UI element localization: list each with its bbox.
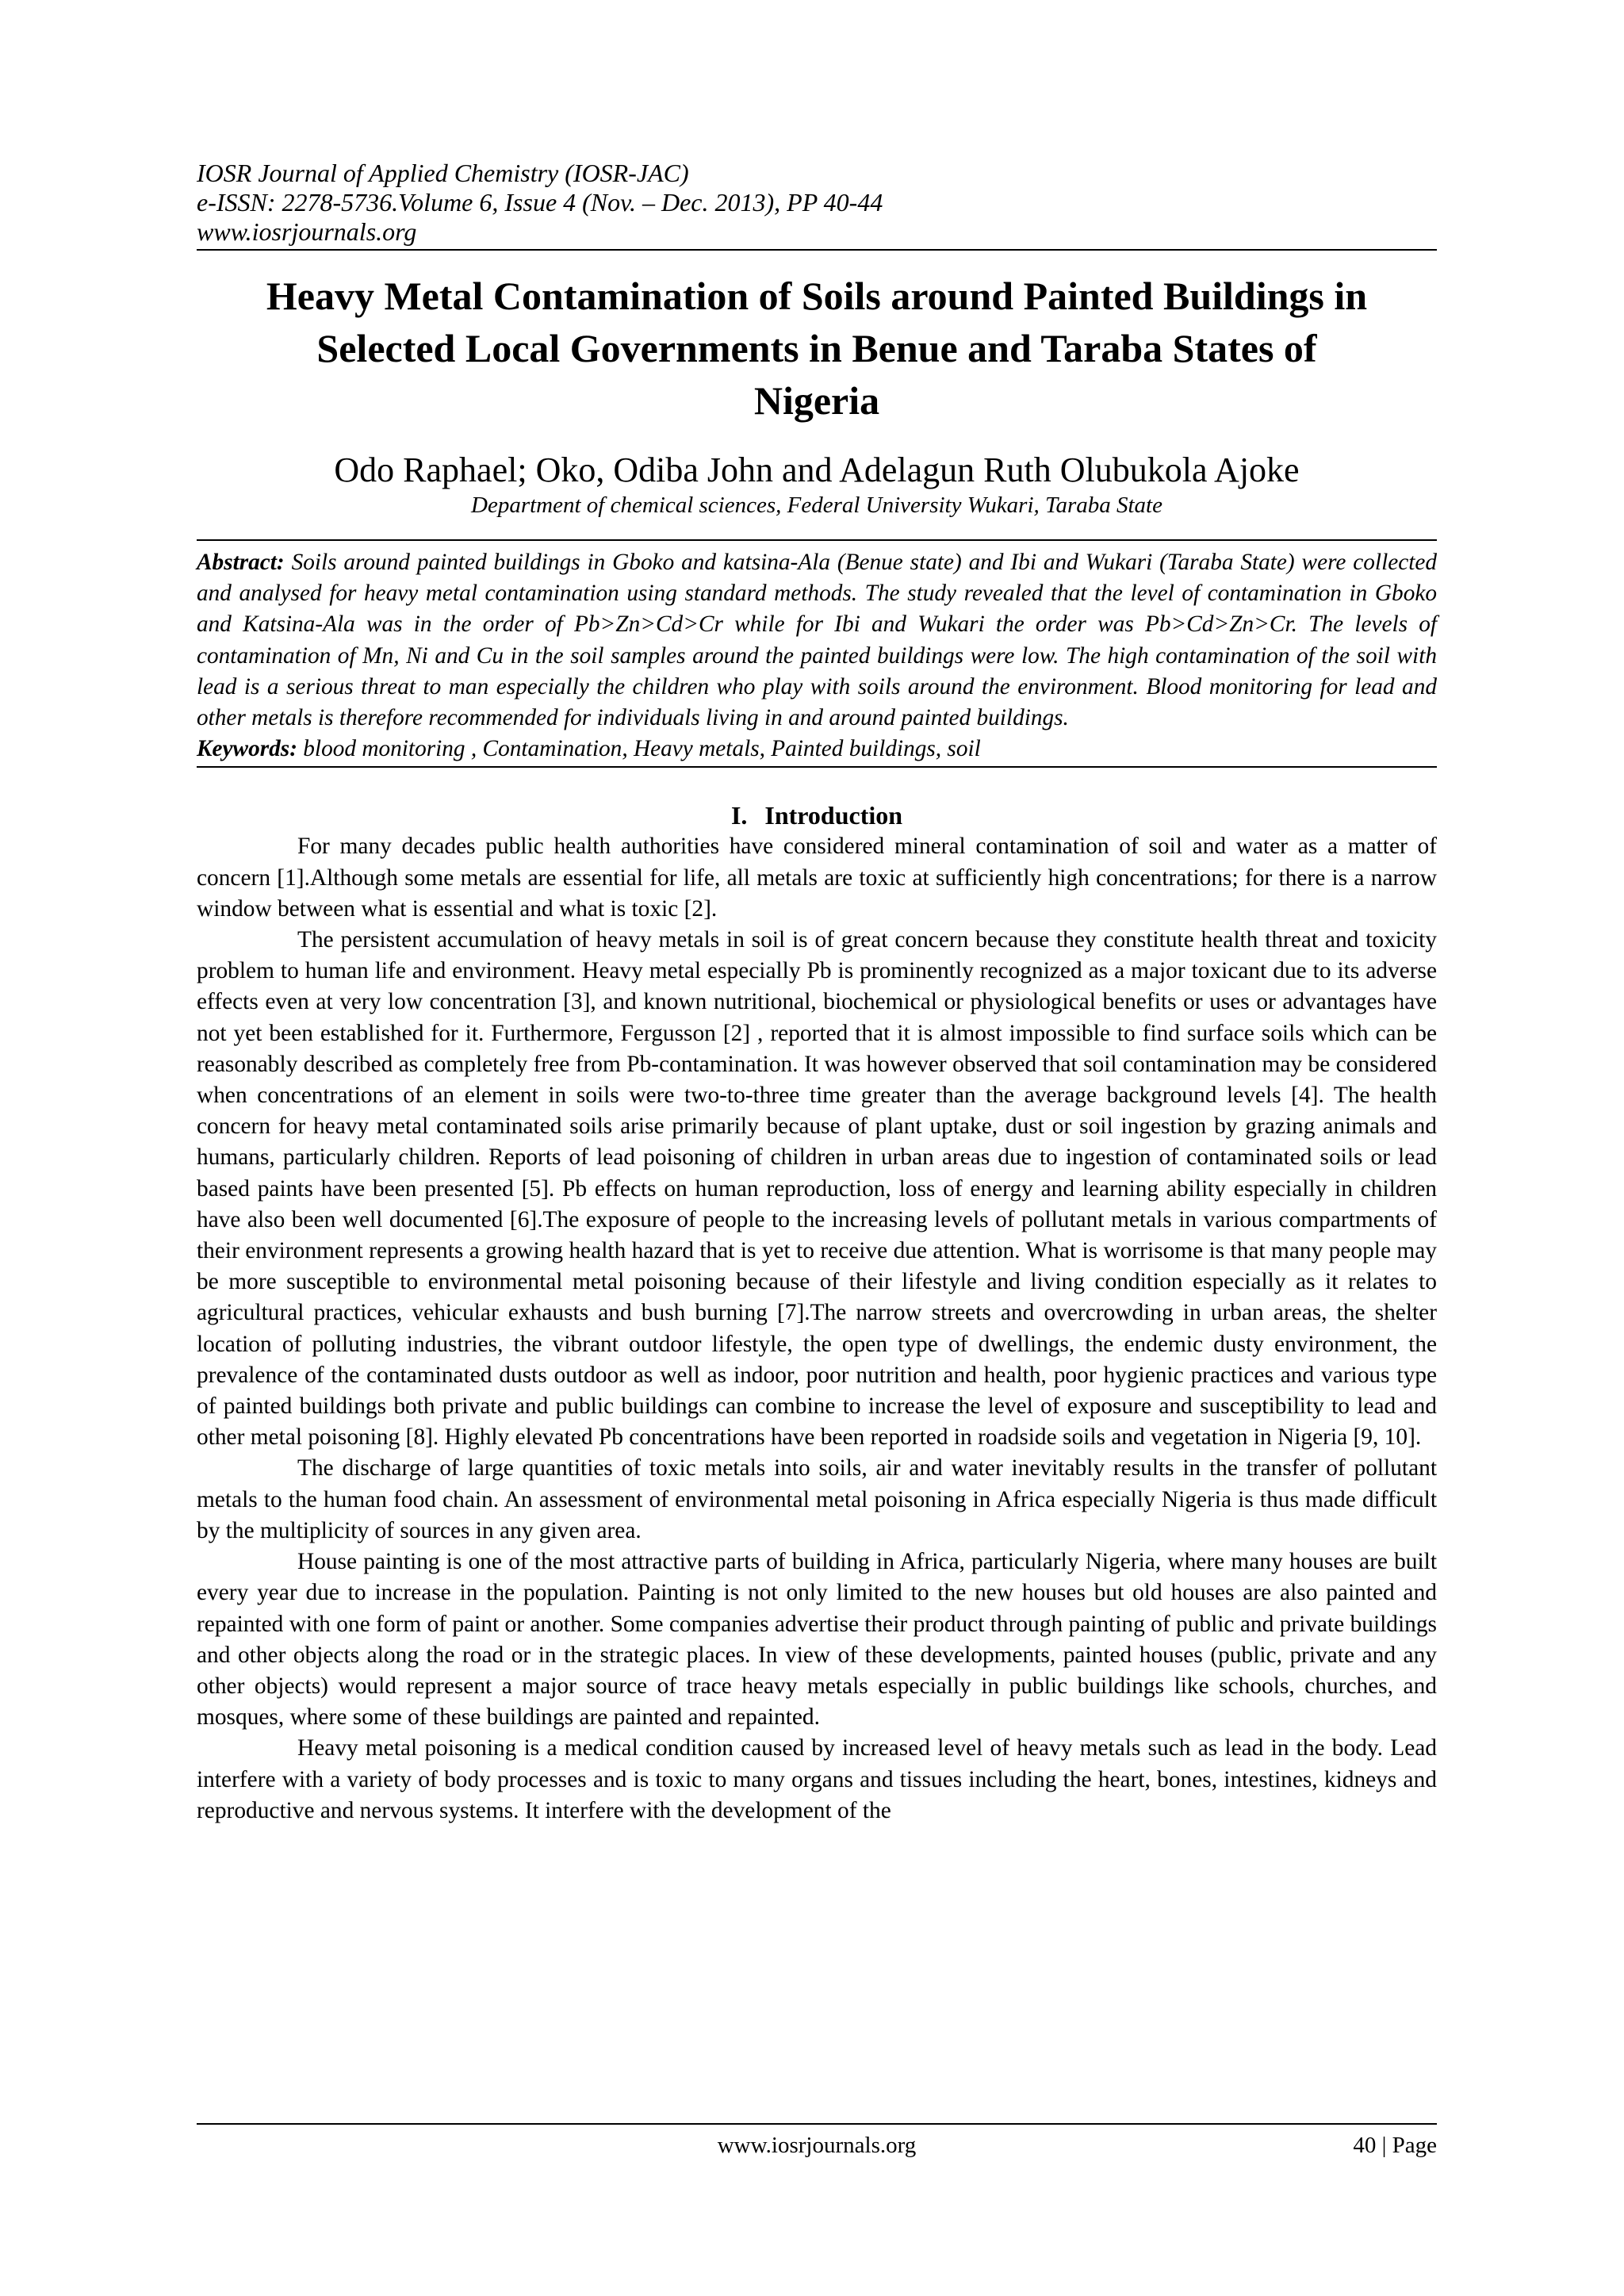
paper-title [197, 270, 1437, 427]
footer-rule [197, 2123, 1437, 2125]
abstract-text: Soils around painted buildings in Gboko and katsina-Ala (Benue state) and Ibi and Wukari (Taraba State) were collected and analysed for heavy metal contamination using standard methods. The study revealed that the level of contamination in Gboko and Katsina-Ala was in the order of Pb>Zn>Cd>Cr while for Ibi and Wukari the order was Pb>Cd>Zn>Cr. The levels of contamination of Mn, Ni and Cu in the soil samples around the painted buildings were low. The high contamination of the soil with lead is a serious threat to man especially the children who play with soils around the environment. Blood monitoring for lead and other metals is therefore recommended for individuals living in and around painted buildings. [197, 550, 1438, 731]
abstract-top-rule [197, 539, 1437, 541]
page-footer [197, 2123, 1437, 2164]
abstract [197, 547, 1437, 734]
abstract-bottom-rule [197, 766, 1437, 768]
header-rule [197, 249, 1437, 251]
abstract-label: Abstract: [197, 550, 285, 575]
keywords-text: blood monitoring , Contamination, Heavy metals, Painted buildings, soil [303, 736, 981, 762]
title-line-1: Heavy Metal Contamination of Soils around Painted Buildings in [266, 274, 1368, 318]
journal-website[interactable]: www.iosrjournals.org [197, 217, 417, 246]
page [197, 159, 1437, 1826]
journal-header [197, 159, 1437, 247]
paragraph: The persistent accumulation of heavy metals in soil is of great concern because they constitute health threat and toxicity problem to human life and environment. Heavy metal especially Pb is prominently recognized as a major toxicant due to its adverse effects even at very low concentration [3], and known nutritional, biochemical or physiological benefits or uses or advantages have not yet been established for it. Furthermore, Fergusson [2] , reported that it is almost impossible to find surface soils which can be reasonably described as completely free from Pb-contamination. It was however observed that soil contamination may be considered when concentrations of an element in soils were two-to-three time greater than the average background levels [4]. The health concern for heavy metal contaminated soils arise primarily because of plant uptake, dust or soil ingestion by grazing animals and humans, particularly children. Reports of lead poisoning of children in urban areas due to ingestion of contaminated soils or lead based paints have been presented [5]. Pb effects on human reproduction, loss of energy and learning ability especially in children have also been well documented [6].The exposure of people to the increasing levels of pollutant metals in various compartments of their environment represents a growing health hazard that is yet to receive due attention. What is worrisome is that many people may be more susceptible to environmental metal poisoning because of their lifestyle and living condition especially as it relates to agricultural practices, vehicular exhausts and bush burning [7].The narrow streets and overcrowding in urban areas, the shelter location of polluting industries, the vibrant outdoor lifestyle, the open type of dwellings, the endemic dusty environment, the prevalence of the contaminated dusts outdoor as well as indoor, poor nutrition and health, poor hygienic practices and various type of painted buildings both private and public buildings can combine to increase the level of exposure and susceptibility to lead and other metal poisoning [8]. Highly elevated Pb concentrations have been reported in roadside soils and vegetation in Nigeria [9, 10]. [197, 927, 1437, 1451]
title-line-2: Selected Local Governments in Benue and Taraba States of [316, 326, 1317, 370]
footer-website[interactable]: www.iosrjournals.org [717, 2133, 917, 2158]
section-title: Introduction [764, 801, 903, 830]
introduction-body [197, 831, 1437, 1826]
section-heading-introduction [197, 799, 1437, 831]
footer-row [197, 2129, 1437, 2164]
keywords [197, 734, 1437, 765]
page-number: 40 | Page [1353, 2133, 1437, 2158]
affiliation: Department of chemical sciences, Federal University Wukari, Taraba State [471, 493, 1162, 518]
issn-line: e-ISSN: 2278-5736.Volume 6, Issue 4 (Nov. – Dec. 2013), PP 40-44 [197, 188, 883, 217]
paragraph: House painting is one of the most attractive parts of building in Africa, particularly Nigeria, where many houses are built every year due to increase in the population. Painting is not only limited to the new houses but old houses are also painted and repainted with one form of paint or another. Some companies advertise their product through painting of public and private buildings and other objects along the road or in the strategic places. In view of these developments, painted houses (public, private and any other objects) would represent a major source of trace heavy metals especially in public buildings like schools, churches, and mosques, where some of these buildings are painted and repainted. [197, 1549, 1437, 1731]
paragraph: Heavy metal poisoning is a medical condition caused by increased level of heavy metals such as lead in the body. Lead interfere with a variety of body processes and is toxic to many organs and tissues including the heart, bones, intestines, kidneys and reproductive and nervous systems. It interfere with the development of the [197, 1735, 1437, 1823]
section-number: I. [730, 801, 748, 830]
keywords-label: Keywords: [197, 736, 297, 762]
title-line-3: Nigeria [753, 378, 880, 423]
paragraph: For many decades public health authorities have considered mineral contamination of soil and water as a matter of concern [1].Although some metals are essential for life, all metals are toxic at sufficiently high concentrations; for there is a narrow window between what is essential and what is toxic [2]. [197, 834, 1437, 922]
authors: Odo Raphael; Oko, Odiba John and Adelagun Ruth Olubukola Ajoke [334, 450, 1300, 489]
journal-name: IOSR Journal of Applied Chemistry (IOSR-JAC) [197, 159, 689, 187]
paragraph: The discharge of large quantities of toxic metals into soils, air and water inevitably results in the transfer of pollutant metals to the human food chain. An assessment of environmental metal poisoning in Africa especially Nigeria is thus made difficult by the multiplicity of sources in any given area. [197, 1455, 1437, 1543]
